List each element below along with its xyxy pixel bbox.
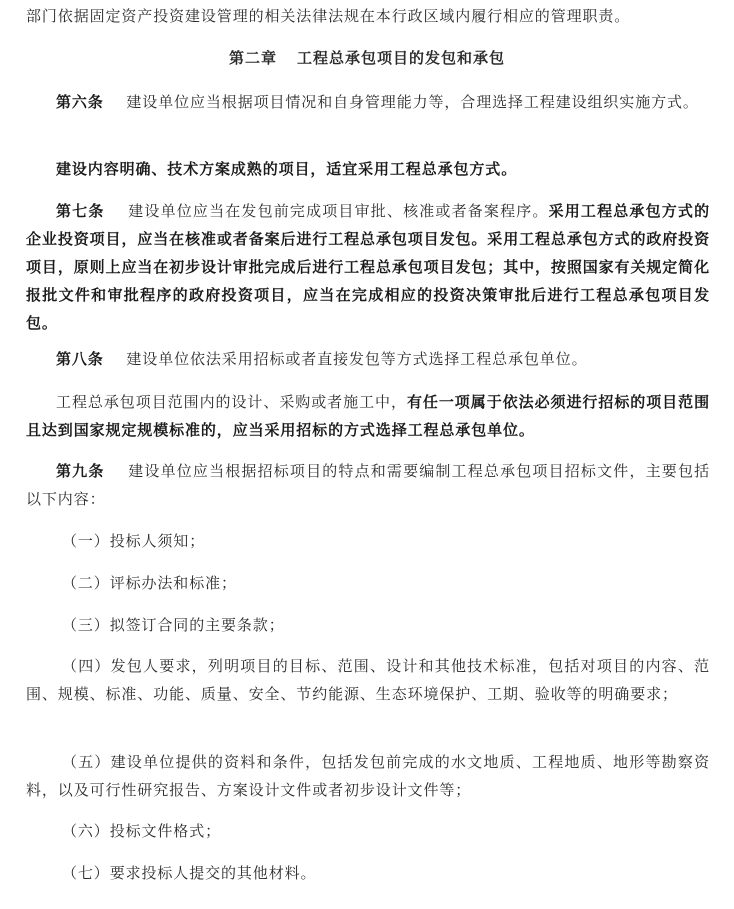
article8-text: 建设单位依法采用招标或者直接发包等方式选择工程总承包单位。 bbox=[126, 350, 588, 368]
list-item bbox=[62, 817, 710, 845]
article6-paragraph bbox=[26, 88, 710, 116]
article8-para2-normal: 工程总承包项目范围内的设计、采购或者施工中， bbox=[56, 393, 407, 411]
article6-bold-text: 建设内容明确、技术方案成熟的项目，适宜采用工程总承包方式。 bbox=[56, 160, 518, 178]
article7-text-normal: 建设单位应当在发包前完成项目审批、核准或者备案程序。 bbox=[128, 202, 549, 220]
article7-paragraph bbox=[26, 197, 710, 337]
chapter-heading bbox=[0, 46, 734, 70]
article8-para2-bold: 有任一项属于依法必须进行招标的项目范围且达到国家规定规模标准的，应当采用招标的方式选择工程总承包单位。 bbox=[26, 393, 710, 439]
article7-label: 第七条 bbox=[56, 202, 105, 220]
article6-label: 第六条 bbox=[56, 93, 104, 111]
article8-label: 第八条 bbox=[56, 350, 104, 368]
chapter-number: 第二章 bbox=[228, 49, 277, 67]
article8-second-paragraph bbox=[26, 388, 710, 444]
list-item bbox=[26, 748, 710, 804]
list-item-7-text: （七）要求投标人提交的其他材料。 bbox=[62, 864, 317, 882]
intro-text: 部门依据固定资产投资建设管理的相关法律法规在本行政区域内履行相应的管理职责。 bbox=[26, 7, 631, 25]
list-item-2-text: （二）评标办法和标准； bbox=[62, 574, 237, 592]
list-item bbox=[26, 652, 710, 708]
list-item-4-text: （四）发包人要求，列明项目的目标、范围、设计和其他技术标准，包括对项目的内容、范围、规模、标准、功能、质量、安全、节约能源、生态环境保护、工期、验收等的明确要求； bbox=[26, 657, 710, 703]
article7-text-bold: 采用工程总承包方式的企业投资项目，应当在核准或者备案后进行工程总承包项目发包。采用工程总承包方式的政府投资项目，原则上应当在初步设计审批完成后进行工程总承包项目发包；其中，按照国家有关规定简化报批文件和审批程序的政府投资项目，应当在完成相应的投资决策审批后进行工程总承包项目发包。 bbox=[26, 202, 710, 332]
list-item-5-text: （五）建设单位提供的资料和条件，包括发包前完成的水文地质、工程地质、地形等勘察资料，以及可行性研究报告、方案设计文件或者初步设计文件等； bbox=[26, 753, 710, 799]
article6-text: 建设单位应当根据项目情况和自身管理能力等，合理选择工程建设组织实施方式。 bbox=[126, 93, 699, 111]
list-item-6-text: （六）投标文件格式； bbox=[62, 822, 222, 840]
article9-text: 建设单位应当根据招标项目的特点和需要编制工程总承包项目招标文件，主要包括以下内容： bbox=[26, 462, 711, 508]
article9-label: 第九条 bbox=[56, 462, 105, 480]
list-item bbox=[62, 611, 710, 639]
article8-paragraph bbox=[26, 345, 710, 373]
article9-paragraph bbox=[26, 457, 710, 513]
list-item bbox=[62, 859, 710, 887]
intro-paragraph bbox=[26, 2, 710, 30]
list-item bbox=[62, 527, 710, 555]
list-item-1-text: （一）投标人须知； bbox=[62, 532, 206, 550]
list-item bbox=[62, 569, 710, 597]
article6-bold-paragraph bbox=[26, 155, 710, 183]
chapter-title: 工程总承包项目的发包和承包 bbox=[297, 49, 506, 67]
list-item-3-text: （三）拟签订合同的主要条款； bbox=[62, 616, 285, 634]
